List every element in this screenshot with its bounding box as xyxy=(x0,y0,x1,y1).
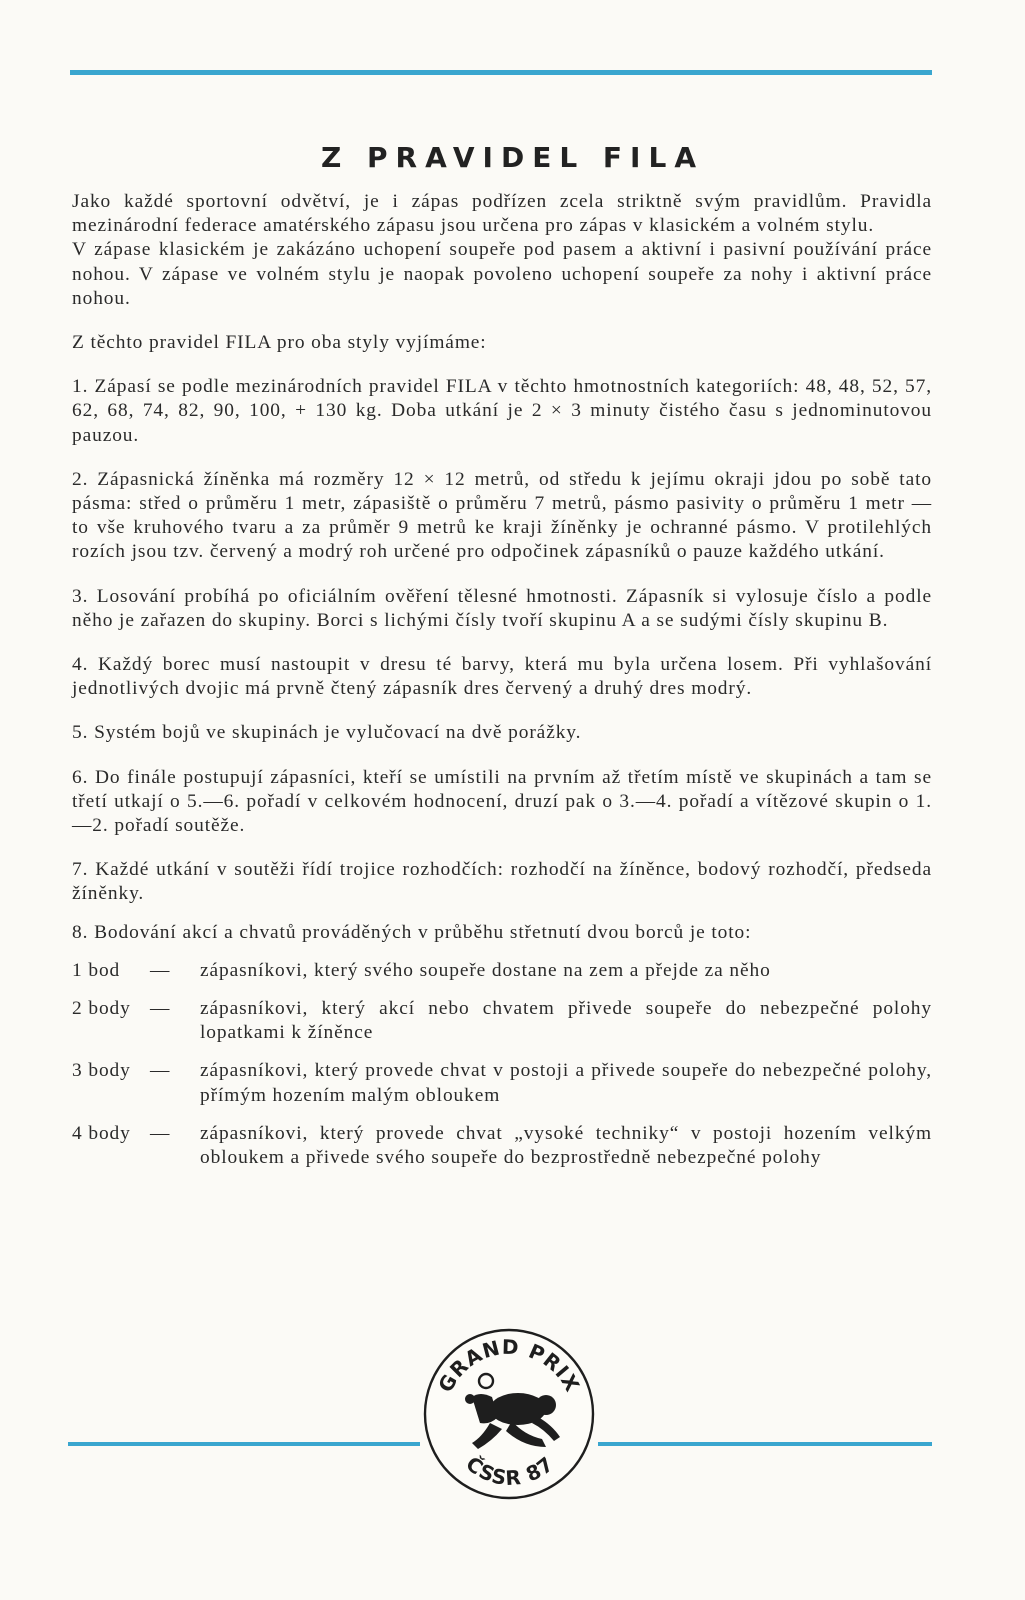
points-row xyxy=(72,959,932,983)
stamp-top-text: GRAND PRIX xyxy=(433,1334,585,1397)
rule-7: 7. Každé utkání v soutěži řídí trojice rozhodčích: rozhodčí na žíněnce, bodový rozhodčí, předseda žíněnky. xyxy=(72,859,932,905)
points-text: zápasníkovi, který provede chvat v postoji a přivede soupeře do nebezpečné polohy, přímým hozením malým obloukem xyxy=(200,1060,932,1106)
stamp-bottom-text: ČSSR 87 xyxy=(461,1451,559,1491)
rule-6: 6. Do finále postupují zápasníci, kteří se umístili na prvním až třetím místě ve skupinách a tam se třetí utkají o 5.—6. pořadí v celkovém hodnocení, druzí pak o 3.—4. pořadí a vítězové skupin o 1.—2. pořadí soutěže. xyxy=(72,766,932,837)
points-label: 3 body xyxy=(72,1060,131,1082)
points-label: 4 body xyxy=(72,1122,131,1144)
intro-paragraph-1: Jako každé sportovní odvětví, je i zápas podřízen zcela striktně svým pravidlům. Pravidla mezinárodní federace amatérského zápasu jsou určena pro zápas v klasickém a volném stylu. xyxy=(72,191,932,237)
points-label: 2 body xyxy=(72,998,131,1020)
points-text: zápasníkovi, který akcí nebo chvatem přivede soupeře do nebezpečné polohy lopatkami k žíněnce xyxy=(200,998,932,1044)
rule-1: 1. Zápasí se podle mezinárodních pravidel FILA v těchto hmotnostních kategoriích: 48, 48, 52, 57, 62, 68, 74, 82, 90, 100, + 130 kg. Doba utkání je 2 × 3 minuty čistého času s jednominutovou pauzou. xyxy=(72,376,932,446)
points-dash: — xyxy=(150,998,171,1020)
rule-3: 3. Losování probíhá po oficiálním ověření tělesné hmotnosti. Zápasník si vylosuje číslo a podle něho je zařazen do skupiny. Borci s lichými čísly tvoří skupinu A a se sudými čísly skupinu B. xyxy=(72,585,932,631)
points-label: 1 bod xyxy=(72,959,121,981)
rule-8: 8. Bodování akcí a chvatů prováděných v průběhu střetnutí dvou borců je toto: xyxy=(72,921,752,943)
rule-4: 4. Každý borec musí nastoupit v dresu té barvy, která mu byla určena losem. Při vyhlašování jednotlivých dvojic má prvně čtený zápasník dres červený a druhý dres modrý. xyxy=(72,654,932,700)
intro-paragraph-2: V zápase klasickém je zakázáno uchopení soupeře pod pasem a aktivní i pasivní používání práce nohou. V zápase ve volném stylu je naopak povoleno uchopení soupeře za nohy i aktivní práce nohou. xyxy=(72,239,932,309)
lead-paragraph: Z těchto pravidel FILA pro oba styly vyjímáme: xyxy=(72,332,487,354)
points-dash: — xyxy=(150,1122,171,1144)
document-body xyxy=(72,190,932,1170)
bottom-rule-right xyxy=(598,1442,932,1446)
page-title: Z PRAVIDEL FILA xyxy=(320,140,704,174)
rule-5: 5. Systém bojů ve skupinách je vylučovací na dvě porážky. xyxy=(72,722,582,744)
points-row xyxy=(72,997,932,1045)
points-dash: — xyxy=(150,959,171,981)
points-text: zápasníkovi, který provede chvat „vysoké techniky“ v postoji hozením velkým obloukem a přivede svého soupeře do bezprostředně nebezpečné polohy xyxy=(200,1122,932,1169)
points-row xyxy=(72,1059,932,1107)
points-text: zápasníkovi, který svého soupeře dostane na zem a přejde za něho xyxy=(200,959,771,981)
rule-2: 2. Zápasnická žíněnka má rozměry 12 × 12 metrů, od středu k jejímu okraji jdou po sobě tato pásma: střed o průměru 1 metr, zápasiště o průměru 7 metrů, pásmo pasivity o průměru 1 metr — to vše kruhového tvaru a za průměr 9 metrů ke kraji žíněnky je ochranné pásmo. V protilehlých rozích jsou tzv. červený a modrý roh určené pro odpočinek zápasníků o pauze každého utkání. xyxy=(72,468,932,563)
bottom-rule-left xyxy=(68,1442,420,1446)
points-row xyxy=(72,1122,932,1170)
points-dash: — xyxy=(150,1060,171,1082)
top-rule xyxy=(70,70,932,75)
grand-prix-stamp-logo xyxy=(420,1325,598,1503)
